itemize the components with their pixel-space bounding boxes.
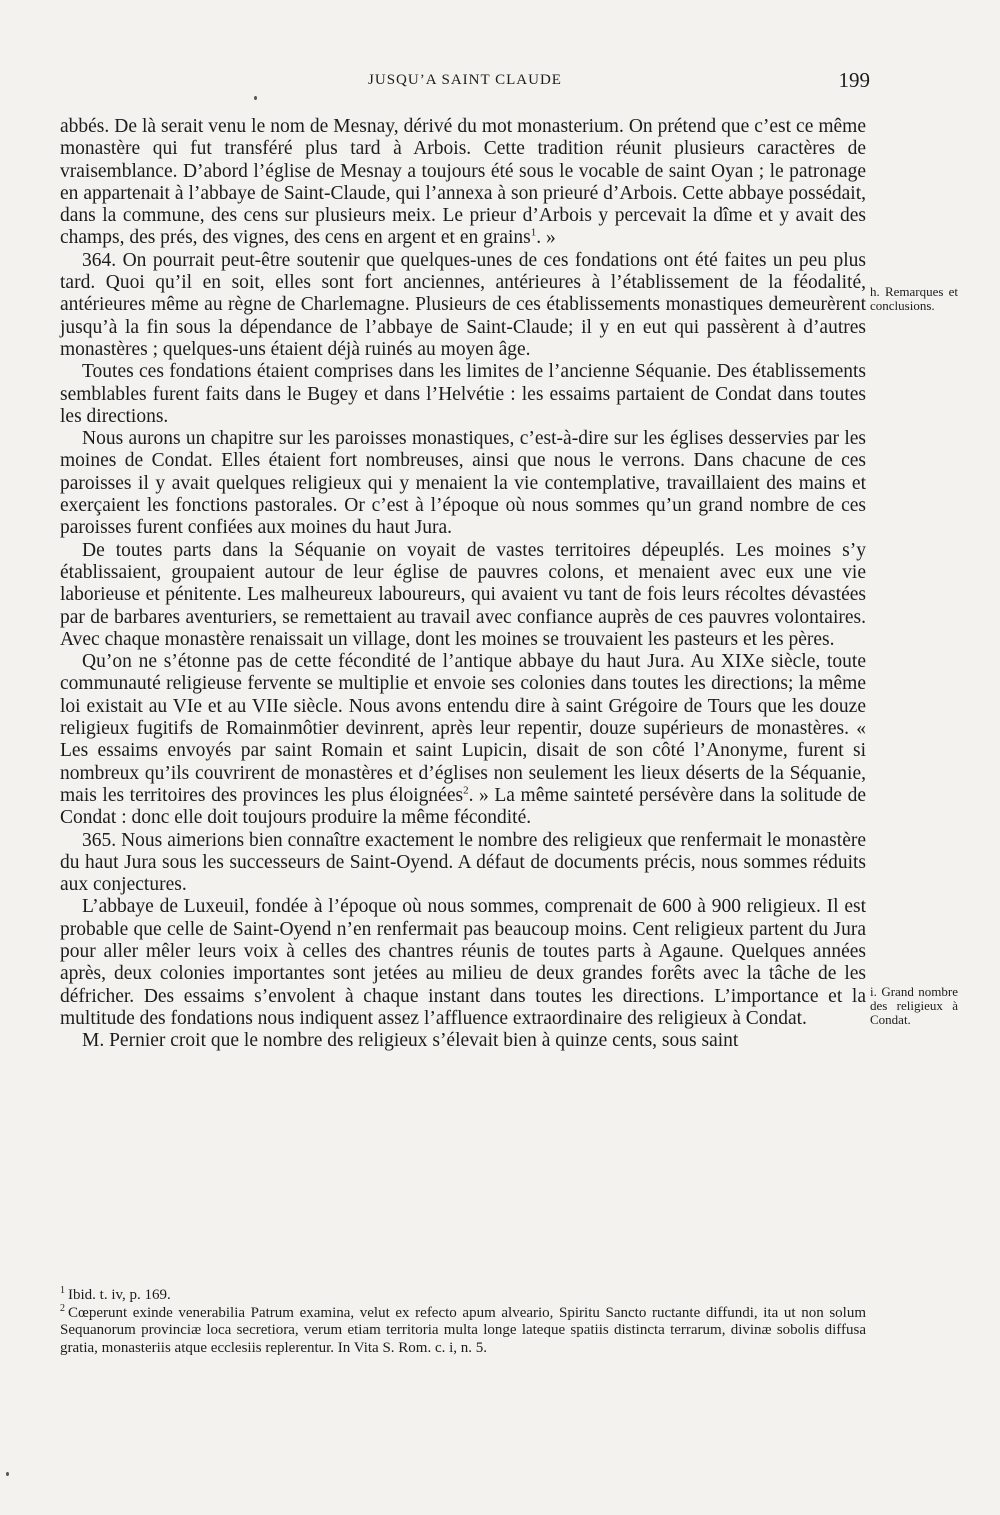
paragraph: 364. On pourrait peut-être soutenir que quelques-unes de ces fondations ont été faites un peu plus tard. Quoi qu’il en soit, elles sont fort anciennes, antérieures à l’établissement de la féodalité, antérieures même au règne de Charlemagne. Plusieurs de ces établissements monastiques demeurèrent jusqu’à la fin sous la dépendance de l’abbaye de Saint-Claude; il y en eut qui passèrent à d’autres monastères ; quelques-uns étaient déjà ruinés au moyen âge. <box>60 249 866 360</box>
paragraph: Nous aurons un chapitre sur les paroisses monastiques, c’est-à-dire sur les églises desservies par les moines de Condat. Elles étaient fort nombreuses, ainsi que nous le verrons. Dans chacune de ces paroisses il y avait quelques religieux qui y menaient la vie contemplative, travaillaient des mains et exerçaient les fonctions pastorales. Or c’est à l’époque où nous sommes qu’un grand nombre de ces paroisses furent confiées aux moines du haut Jura. <box>60 428 866 539</box>
footnote-ref: 2 <box>463 784 469 797</box>
page-number: 199 <box>838 68 870 92</box>
footnote-mark: 2 <box>60 1302 65 1314</box>
paragraph-tail: . » <box>536 227 556 249</box>
footnote <box>60 1302 866 1358</box>
ink-speck <box>254 96 257 100</box>
paragraph-tail: . » La même sainteté persévère dans la solitude de Condat : donc elle doit toujours produire la même fécondité. <box>60 784 866 829</box>
ink-speck <box>6 1472 9 1476</box>
paragraph: Toutes ces fondations étaient comprises dans les limites de l’ancienne Séquanie. Des établissements semblables furent faits dans le Bugey et dans l’Helvétie : les essaims partaient de Condat dans toutes les directions. <box>60 361 866 427</box>
footnote-text: Ibid. t. iv, p. 169. <box>68 1287 171 1303</box>
paragraph-text: Qu’on ne s’étonne pas de cette fécondité de l’antique abbaye du haut Jura. Au XIXe siècle, toute communauté religieuse fervente se multiplie et envoie ses colonies dans toutes les directions; la même loi existait au VIe et au VIIe siècle. Nous avons entendu dire à saint Grégoire de Tours que les douze religieux fugitifs de Romainmôtier devinrent, après leur repentir, douze supérieurs de monastères. « Les essaims envoyés par saint Romain et saint Lupicin, disait de son côté l’Anonyme, furent si nombreux qu’ils couvrirent de monastères et d’églises non seulement les lieux déserts de la Séquanie, mais les territoires des provinces les plus éloignées <box>60 651 866 806</box>
footnote-ref: 1 <box>530 226 537 239</box>
paragraph-text: abbés. De là serait venu le nom de Mesnay, dérivé du mot monasterium. On prétend que c’est ce même monastère qui fut transféré plus tard à Arbois. Cette tradition réunit plusieurs caractères de vraisemblance. D’abord l’église de Mesnay a toujours été sous le vocable de saint Oyan ; le patronage en appartenait à l’abbaye de Saint-Claude, qui l’annexa à son prieuré d’Arbois. Cette abbaye possédait, dans la commune, des cens sur plusieurs meix. Le prieur d’Arbois y percevait la dîme et y avait des champs, des prés, des vignes, des cens en argent et en grains <box>60 116 866 249</box>
paragraph: M. Pernier croit que le nombre des religieux s’élevait bien à quinze cents, sous saint <box>82 1030 739 1052</box>
footnotes <box>60 1287 866 1357</box>
running-title: JUSQU’A SAINT CLAUDE <box>368 72 562 88</box>
paragraph: 365. Nous aimerions bien connaître exactement le nombre des religieux que renfermait le monastère du haut Jura sous les successeurs de Saint-Oyend. A défaut de documents précis, nous sommes réduits aux conjectures. <box>60 829 866 896</box>
paragraph <box>60 651 866 829</box>
paragraph: L’abbaye de Luxeuil, fondée à l’époque où nous sommes, comprenait de 600 à 900 religieux. Il est probable que celle de Saint-Oyend n’en renfermait pas beaucoup moins. Cent religieux partent du Jura pour aller mêler leurs voix à celles des chantres réunis de toutes parts à Agaune. Quelques années après, deux colonies importantes sont jetées au milieu de deux grandes forêts avec la tâche de les défricher. Des essaims s’envolent à chaque instant dans toutes les directions. L’importance et la multitude des fondations nous indiquent assez l’affluence extraordinaire des religieux à Condat. <box>60 896 866 1029</box>
paragraph <box>60 116 866 250</box>
running-head <box>60 68 870 92</box>
body-text <box>60 116 866 1052</box>
paragraph: De toutes parts dans la Séquanie on voyait de vastes territoires dépeuplés. Les moines s’y établissaient, groupaient autour de leur église de pauvres colons, et menaient avec eux une vie laborieuse et pénitente. Les malheureux laboureurs, qui avaient vu tant de fois leurs récoltes dévastées par de barbares aventuriers, se remettaient au travail avec confiance auprès de ces pauvres volontaires. Avec chaque monastère renaissait un village, dont les moines se trouvaient les pasteurs et les pères. <box>60 539 866 650</box>
margin-note: i. Grand nombre des religieux à Condat. <box>870 984 958 1027</box>
margin-note: h. Remarques et conclusions. <box>870 284 958 313</box>
footnote-text: Cœperunt exinde venerabilia Patrum examina, velut ex refecto apum alveario, Spiritu Sancto ructante diffundi, ita ut non solum Sequanorum provinciæ loca secretiora, verum etiam territoria multa longe lateque spatiis distincta terrarum, divinæ sobolis diffusa gratia, monasteriis atque ecclesiis replerentur. In Vita S. Rom. c. i, n. 5. <box>60 1304 866 1356</box>
footnote-mark: 1 <box>60 1285 65 1296</box>
footnote <box>60 1287 866 1305</box>
